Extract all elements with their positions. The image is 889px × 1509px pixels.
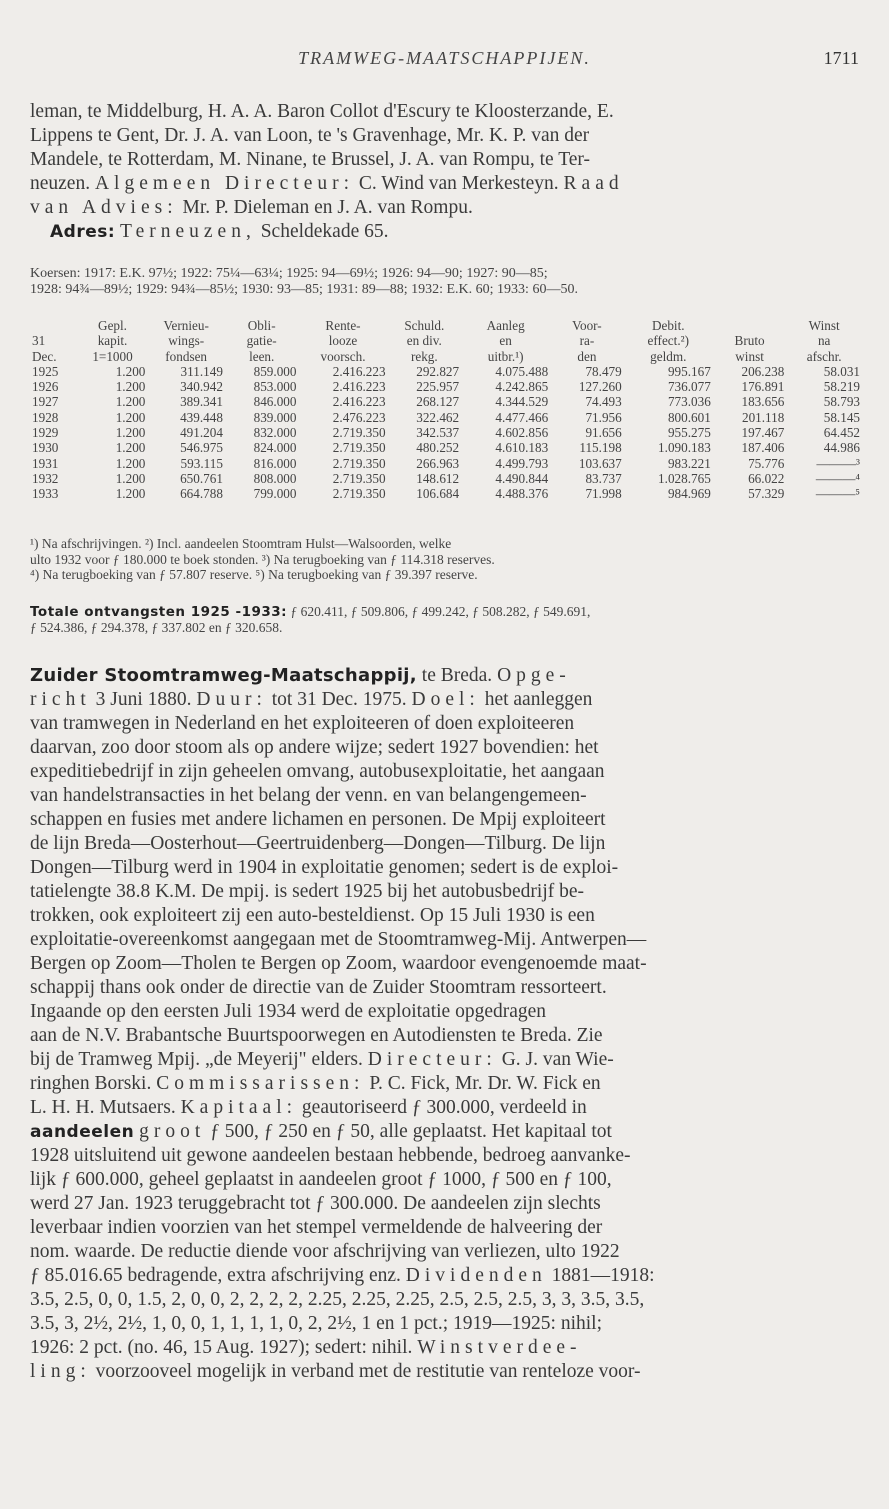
header-cell: ra- <box>579 333 595 349</box>
table-cell: 1.200 <box>115 440 146 456</box>
zuider-line <box>30 664 859 688</box>
header-cell: 1=1000 <box>92 348 133 364</box>
table-cell: ———³ <box>816 455 860 471</box>
header-row <box>30 333 862 348</box>
year-cell: 1932 <box>32 470 59 486</box>
table-cell: 859.000 <box>253 363 297 379</box>
header-cell: 31 <box>32 333 46 349</box>
body-line: trokken, ook exploiteert zij een auto-besteldienst. Op 15 Juli 1930 is een <box>30 905 595 926</box>
body-line: Bergen op Zoom—Tholen te Bergen op Zoom, waardoor evengenoemde maat- <box>30 953 647 974</box>
zuider-line <box>30 1336 859 1360</box>
footnote-line: ⁴) Na terugboeking van ƒ 57.807 reserve. ⁵) Na terugboeking van ƒ 39.397 reserve. <box>30 567 478 582</box>
table-footnotes <box>30 536 859 583</box>
table-cell: 201.118 <box>741 409 785 425</box>
header-row <box>30 318 862 333</box>
body-line: Ingaande op den eersten Juli 1934 werd de exploitatie opgedragen <box>30 1001 547 1022</box>
adres-line <box>30 220 859 244</box>
table-cell: 58.793 <box>823 394 860 410</box>
zuider-line <box>30 688 859 712</box>
table-cell: 115.198 <box>579 440 622 456</box>
page-header <box>30 48 859 74</box>
dividenden-line: 3.5, 2.5, 0, 0, 1.5, 2, 0, 0, 2, 2, 2, 2, 2.25, 2.25, 2.25, 2.5, 2.5, 2.5, 3, 3, 3.5, 3.5, <box>30 1289 645 1310</box>
table-cell: 4.242.865 <box>495 379 549 395</box>
header-cell <box>713 318 787 333</box>
body-line: van tramwegen in Nederland en het exploiteeren of doen exploiteeren <box>30 713 575 734</box>
intro-line: Mandele, te Rotterdam, M. Ninane, te Brussel, J. A. van Rompu, te Ter- <box>30 149 591 170</box>
winstverdeeling-label: ling: <box>30 1361 91 1382</box>
table-cell: 58.031 <box>823 363 860 379</box>
aandeelen-text: ƒ 500, ƒ 250 en ƒ 50, alle geplaatst. Het kapitaal tot <box>210 1121 612 1142</box>
table-cell: ———⁴ <box>815 470 860 486</box>
totals-label: Totale ontvangsten 1925 -1933: <box>30 604 288 620</box>
body-line: leverbaar indien voorzien van het stempel vermeldende de halveering der <box>30 1217 603 1238</box>
zuider-line <box>30 1048 859 1072</box>
table-cell: 206.238 <box>741 363 785 379</box>
year-cell: 1925 <box>32 363 59 379</box>
table-cell: 955.275 <box>667 425 711 441</box>
table-cell: 4.490.844 <box>495 470 549 486</box>
directeur-name: G. J. van Wie- <box>501 1049 614 1070</box>
header-cell: Winst <box>808 318 840 333</box>
table-cell: 197.467 <box>741 425 785 441</box>
dividenden-label: Dividenden <box>405 1265 547 1286</box>
table-row <box>30 486 862 501</box>
table-cell: 268.127 <box>416 394 460 410</box>
table-cell: 148.612 <box>416 470 460 486</box>
table-cell: 64.452 <box>823 425 860 441</box>
header-cell: gatie- <box>246 333 277 349</box>
body-line: aan de N.V. Brabantsche Buurtspoorwegen en Autodiensten te Breda. Zie <box>30 1025 603 1046</box>
table-cell: 74.493 <box>585 394 622 410</box>
table-cell: 736.077 <box>667 379 711 395</box>
opgericht-label: Opge- <box>497 665 571 686</box>
table-cell: 808.000 <box>253 470 297 486</box>
body-line: daarvan, zoo door stoom als op andere wijze; sedert 1927 bovendien: het <box>30 737 599 758</box>
table-cell: 1.200 <box>115 425 146 441</box>
dividenden-line: 1926: 2 pct. (no. 46, 15 Aug. 1927); sedert: nihil. <box>30 1337 413 1358</box>
header-cell: Vernieu- <box>163 318 209 333</box>
totals-values: ƒ 620.411, ƒ 509.806, ƒ 499.242, ƒ 508.282, ƒ 549.691, <box>290 604 591 619</box>
commissarissen-names: L. H. H. Mutsaers. <box>30 1097 176 1118</box>
intro-paragraph <box>30 100 859 244</box>
table-row <box>30 456 862 471</box>
aandeelen-label: aandeelen <box>30 1122 135 1142</box>
year-cell: 1928 <box>32 409 59 425</box>
zuider-text: tot 31 Dec. 1975. <box>271 689 407 710</box>
zuider-line <box>30 1360 859 1384</box>
table-cell: 846.000 <box>253 394 297 410</box>
body-line: expeditiebedrijf in zijn geheelen omvang, autobusexploitatie, het aangaan <box>30 761 605 782</box>
table-cell: 187.406 <box>741 440 785 456</box>
kapitaal-label: Kapitaal: <box>180 1097 298 1118</box>
zuider-section <box>30 664 859 1384</box>
table-cell: ———⁵ <box>815 486 860 502</box>
table-cell: 71.956 <box>585 409 622 425</box>
zuider-text: 3 Juni 1880. <box>95 689 192 710</box>
table-cell: 4.602.856 <box>495 425 549 441</box>
table-cell: 1.028.765 <box>658 470 711 486</box>
table-header <box>30 318 862 364</box>
table-cell: 832.000 <box>253 425 297 441</box>
opgericht-label: richt <box>30 689 91 710</box>
table-cell: 342.537 <box>416 425 460 441</box>
table-cell: 853.000 <box>253 379 297 395</box>
intro-text: neuzen. <box>30 173 91 194</box>
table-cell: 2.416.223 <box>332 363 386 379</box>
table-cell: 78.479 <box>585 363 622 379</box>
financial-table <box>30 318 862 502</box>
body-line: Dongen—Tilburg werd in 1904 in exploitatie genomen; sedert is de exploi- <box>30 857 619 878</box>
directeur-label: Directeur: <box>367 1049 497 1070</box>
directeur-name: ringhen Borski. <box>30 1073 152 1094</box>
table-cell: 984.969 <box>667 486 711 502</box>
intro-line <box>30 172 859 196</box>
table-cell: 4.075.488 <box>495 363 549 379</box>
adres-place: Terneuzen, <box>120 221 256 242</box>
zuider-line <box>30 1096 859 1120</box>
table-cell: 2.416.223 <box>332 394 386 410</box>
running-title: TRAMWEG-MAATSCHAPPIJEN. <box>298 48 591 68</box>
raad-label: Raad <box>563 173 624 194</box>
table-cell: 839.000 <box>253 409 297 425</box>
table-cell: 311.149 <box>180 363 223 379</box>
year-cell: 1926 <box>32 379 59 395</box>
table-row <box>30 364 862 379</box>
table-cell: 91.656 <box>585 425 622 441</box>
header-cell: Gepl. <box>98 318 127 333</box>
table-row <box>30 410 862 425</box>
table-cell: 995.167 <box>667 363 711 379</box>
body-line: nom. waarde. De reductie diende voor afschrijving van verliezen, ulto 1922 <box>30 1241 620 1262</box>
header-cell: kapit. <box>97 333 128 349</box>
table-cell: 44.986 <box>823 440 860 456</box>
table-cell: 58.145 <box>823 409 860 425</box>
header-cell: den <box>577 348 597 364</box>
header-cell: na <box>817 333 831 349</box>
header-cell: Obli- <box>247 318 276 333</box>
directeur-name: C. Wind van Merkesteyn. <box>358 173 559 194</box>
zuider-text: het aanleggen <box>484 689 593 710</box>
header-cell: en div. <box>406 333 442 349</box>
table-cell: 816.000 <box>253 455 297 471</box>
header-cell: looze <box>328 333 358 349</box>
year-cell: 1931 <box>32 455 59 471</box>
body-line: schappij thans ook onder de directie van de Zuider Stoomtram ressorteert. <box>30 977 607 998</box>
totals <box>30 604 859 636</box>
table-cell: 57.329 <box>748 486 785 502</box>
table-cell: 71.998 <box>585 486 622 502</box>
koersen-line: 1928: 94¾—89½; 1929: 94¾—85½; 1930: 93—85; 1931: 89—88; 1932: E.K. 60; 1933: 60—50. <box>30 282 578 297</box>
zuider-text: bij de Tramweg Mpij. „de Meyerij" elders. <box>30 1049 363 1070</box>
table-cell: 773.036 <box>667 394 711 410</box>
body-line: werd 27 Jan. 1923 teruggebracht tot ƒ 300.000. De aandeelen zijn slechts <box>30 1193 601 1214</box>
raad-text: Mr. P. Dieleman en J. A. van Rompu. <box>182 197 473 218</box>
header-cell: winst <box>735 348 764 364</box>
table-cell: 127.260 <box>578 379 622 395</box>
doel-label: Doel: <box>411 689 480 710</box>
intro-line: Lippens te Gent, Dr. J. A. van Loon, te 's Gravenhage, Mr. K. P. van der <box>30 125 590 146</box>
table-row <box>30 440 862 455</box>
table-cell: 4.499.793 <box>495 455 549 471</box>
table-cell: 799.000 <box>253 486 297 502</box>
table-cell: 2.719.350 <box>332 425 386 441</box>
table-cell: 439.448 <box>180 409 223 425</box>
table-cell: 1.200 <box>115 394 146 410</box>
commissarissen-names: P. C. Fick, Mr. Dr. W. Fick en <box>369 1073 601 1094</box>
footnote-line: ulto 1932 voor ƒ 180.000 te boek stonden. ³) Na terugboeking van ƒ 114.318 reserves. <box>30 551 495 567</box>
header-cell <box>30 318 78 333</box>
koersen <box>30 266 859 298</box>
adres-street: Scheldekade 65. <box>260 221 389 242</box>
raad-label: van Advies: <box>30 197 178 218</box>
table-cell: 176.891 <box>741 379 785 395</box>
header-cell: Voor- <box>572 318 602 333</box>
table-cell: 4.610.183 <box>495 440 549 456</box>
year-cell: 1933 <box>32 486 59 502</box>
header-cell: Aanleg <box>486 318 525 333</box>
table-cell: 4.344.529 <box>495 394 549 410</box>
header-cell: fondsen <box>165 348 208 364</box>
body-line: van handelstransacties in het belang der venn. en van belangengemeen- <box>30 785 587 806</box>
footnote-line: ¹) Na afschrijvingen. ²) Incl. aandeelen Stoomtram Hulst—Walsoorden, welke <box>30 536 452 551</box>
table-cell: 340.942 <box>180 379 223 395</box>
totals-line <box>30 604 859 620</box>
header-cell: uitbr.¹) <box>487 348 524 364</box>
table-cell: 1.200 <box>115 409 146 425</box>
table-cell: 491.204 <box>180 425 223 441</box>
header-cell: Bruto <box>734 333 765 349</box>
header-cell: en <box>499 333 512 349</box>
zuider-line <box>30 1264 859 1288</box>
table-cell: 106.684 <box>416 486 460 502</box>
table-cell: 1.200 <box>115 470 146 486</box>
table-cell: 593.115 <box>180 455 223 471</box>
body-line: schappen en fusies met andere lichamen en personen. De Mpij exploiteert <box>30 809 606 830</box>
table-cell: 1.200 <box>115 486 146 502</box>
year-cell: 1929 <box>32 425 59 441</box>
table-cell: 225.957 <box>416 379 460 395</box>
year-cell: 1927 <box>32 394 59 410</box>
table-cell: 58.219 <box>823 379 860 395</box>
page-number: 1711 <box>823 48 859 68</box>
header-cell: geldm. <box>650 348 687 364</box>
table-cell: 664.788 <box>180 486 223 502</box>
zuider-text: te Breda. <box>421 665 493 686</box>
duur-label: Duur: <box>196 689 267 710</box>
table-cell: 983.221 <box>667 455 711 471</box>
intro-line <box>30 196 859 220</box>
table-row <box>30 379 862 394</box>
kapitaal-text: geautoriseerd ƒ 300.000, verdeeld in <box>301 1097 587 1118</box>
header-cell: leen. <box>249 348 275 364</box>
table-cell: 1.200 <box>115 455 146 471</box>
koersen-line: Koersen: 1917: E.K. 97½; 1922: 75¼—63¼; 1925: 94—69½; 1926: 94—90; 1927: 90—85; <box>30 266 548 281</box>
table-cell: 266.963 <box>416 455 460 471</box>
header-cell: Schuld. <box>404 318 445 333</box>
body-line: 1928 uitsluitend uit gewone aandeelen bestaan hebbende, bedroeg aanvanke- <box>30 1145 631 1166</box>
groot-label: groot <box>139 1121 206 1142</box>
header-cell: Debit. <box>651 318 685 333</box>
table-cell: 389.341 <box>180 394 223 410</box>
zuider-line <box>30 1120 859 1144</box>
header-cell: Rente- <box>325 318 361 333</box>
body-line: de lijn Breda—Oosterhout—Geertruidenberg—Dongen—Tilburg. De lijn <box>30 833 606 854</box>
table-cell: 1.090.183 <box>658 440 711 456</box>
header-cell: afschr. <box>806 348 842 364</box>
body-line: tatielengte 38.8 K.M. De mpij. is sedert 1925 bij het autobusbedrijf be- <box>30 881 585 902</box>
table-cell: 1.200 <box>115 379 146 395</box>
winstverdeeling-label: Winstverdee- <box>417 1337 582 1358</box>
directeur-label: Algemeen Directeur: <box>94 173 355 194</box>
table-cell: 824.000 <box>253 440 297 456</box>
header-row <box>30 349 862 364</box>
winstverdeeling-text: voorzooveel mogelijk in verband met de restitutie van renteloze voor- <box>95 1361 641 1382</box>
table-cell: 4.488.376 <box>495 486 549 502</box>
table-row <box>30 425 862 440</box>
header-cell: voorsch. <box>320 348 366 364</box>
table-cell: 480.252 <box>416 440 460 456</box>
adres-label: Adres: <box>50 222 116 242</box>
year-cell: 1930 <box>32 440 59 456</box>
section-title: Zuider Stoomtramweg-Maatschappij, <box>30 665 417 686</box>
table-cell: 2.719.350 <box>332 486 386 502</box>
table-cell: 650.761 <box>180 470 223 486</box>
intro-line: leman, te Middelburg, H. A. A. Baron Collot d'Escury te Kloosterzande, E. <box>30 101 614 122</box>
table-cell: 2.476.223 <box>332 409 386 425</box>
table-cell: 75.776 <box>748 455 785 471</box>
totals-line: ƒ 524.386, ƒ 294.378, ƒ 337.802 en ƒ 320.658. <box>30 620 283 635</box>
zuider-line <box>30 1072 859 1096</box>
table-row <box>30 394 862 409</box>
header-cell: Dec. <box>32 348 57 364</box>
table-cell: 292.827 <box>416 363 460 379</box>
header-cell: rekg. <box>410 348 438 364</box>
table-cell: 800.601 <box>667 409 711 425</box>
table-body <box>30 364 862 502</box>
table-row <box>30 471 862 486</box>
table-cell: 83.737 <box>585 470 622 486</box>
table-cell: 103.637 <box>578 455 622 471</box>
table-cell: 2.719.350 <box>332 470 386 486</box>
body-line: exploitatie-overeenkomst aangegaan met de Stoomtramweg-Mij. Antwerpen— <box>30 929 647 950</box>
table-cell: 183.656 <box>741 394 785 410</box>
table-cell: 1.200 <box>115 363 146 379</box>
table-cell: 66.022 <box>748 470 785 486</box>
commissarissen-label: Commissarissen: <box>156 1073 365 1094</box>
dividenden-line: 3.5, 3, 2½, 2½, 1, 0, 0, 1, 1, 1, 1, 0, 2, 2½, 1 en 1 pct.; 1919—1925: nihil; <box>30 1313 602 1334</box>
header-cell: effect.²) <box>647 333 689 349</box>
table-cell: 4.477.466 <box>495 409 549 425</box>
table-cell: 2.719.350 <box>332 440 386 456</box>
table-cell: 546.975 <box>180 440 223 456</box>
body-line: lijk ƒ 600.000, geheel geplaatst in aandeelen groot ƒ 1000, ƒ 500 en ƒ 100, <box>30 1169 612 1190</box>
header-cell: wings- <box>168 333 205 349</box>
zuider-text: ƒ 85.016.65 bedragende, extra afschrijving enz. <box>30 1265 401 1286</box>
table-cell: 2.719.350 <box>332 455 386 471</box>
table-cell: 322.462 <box>416 409 460 425</box>
table-cell: 2.416.223 <box>332 379 386 395</box>
dividenden-years: 1881—1918: <box>551 1265 655 1286</box>
